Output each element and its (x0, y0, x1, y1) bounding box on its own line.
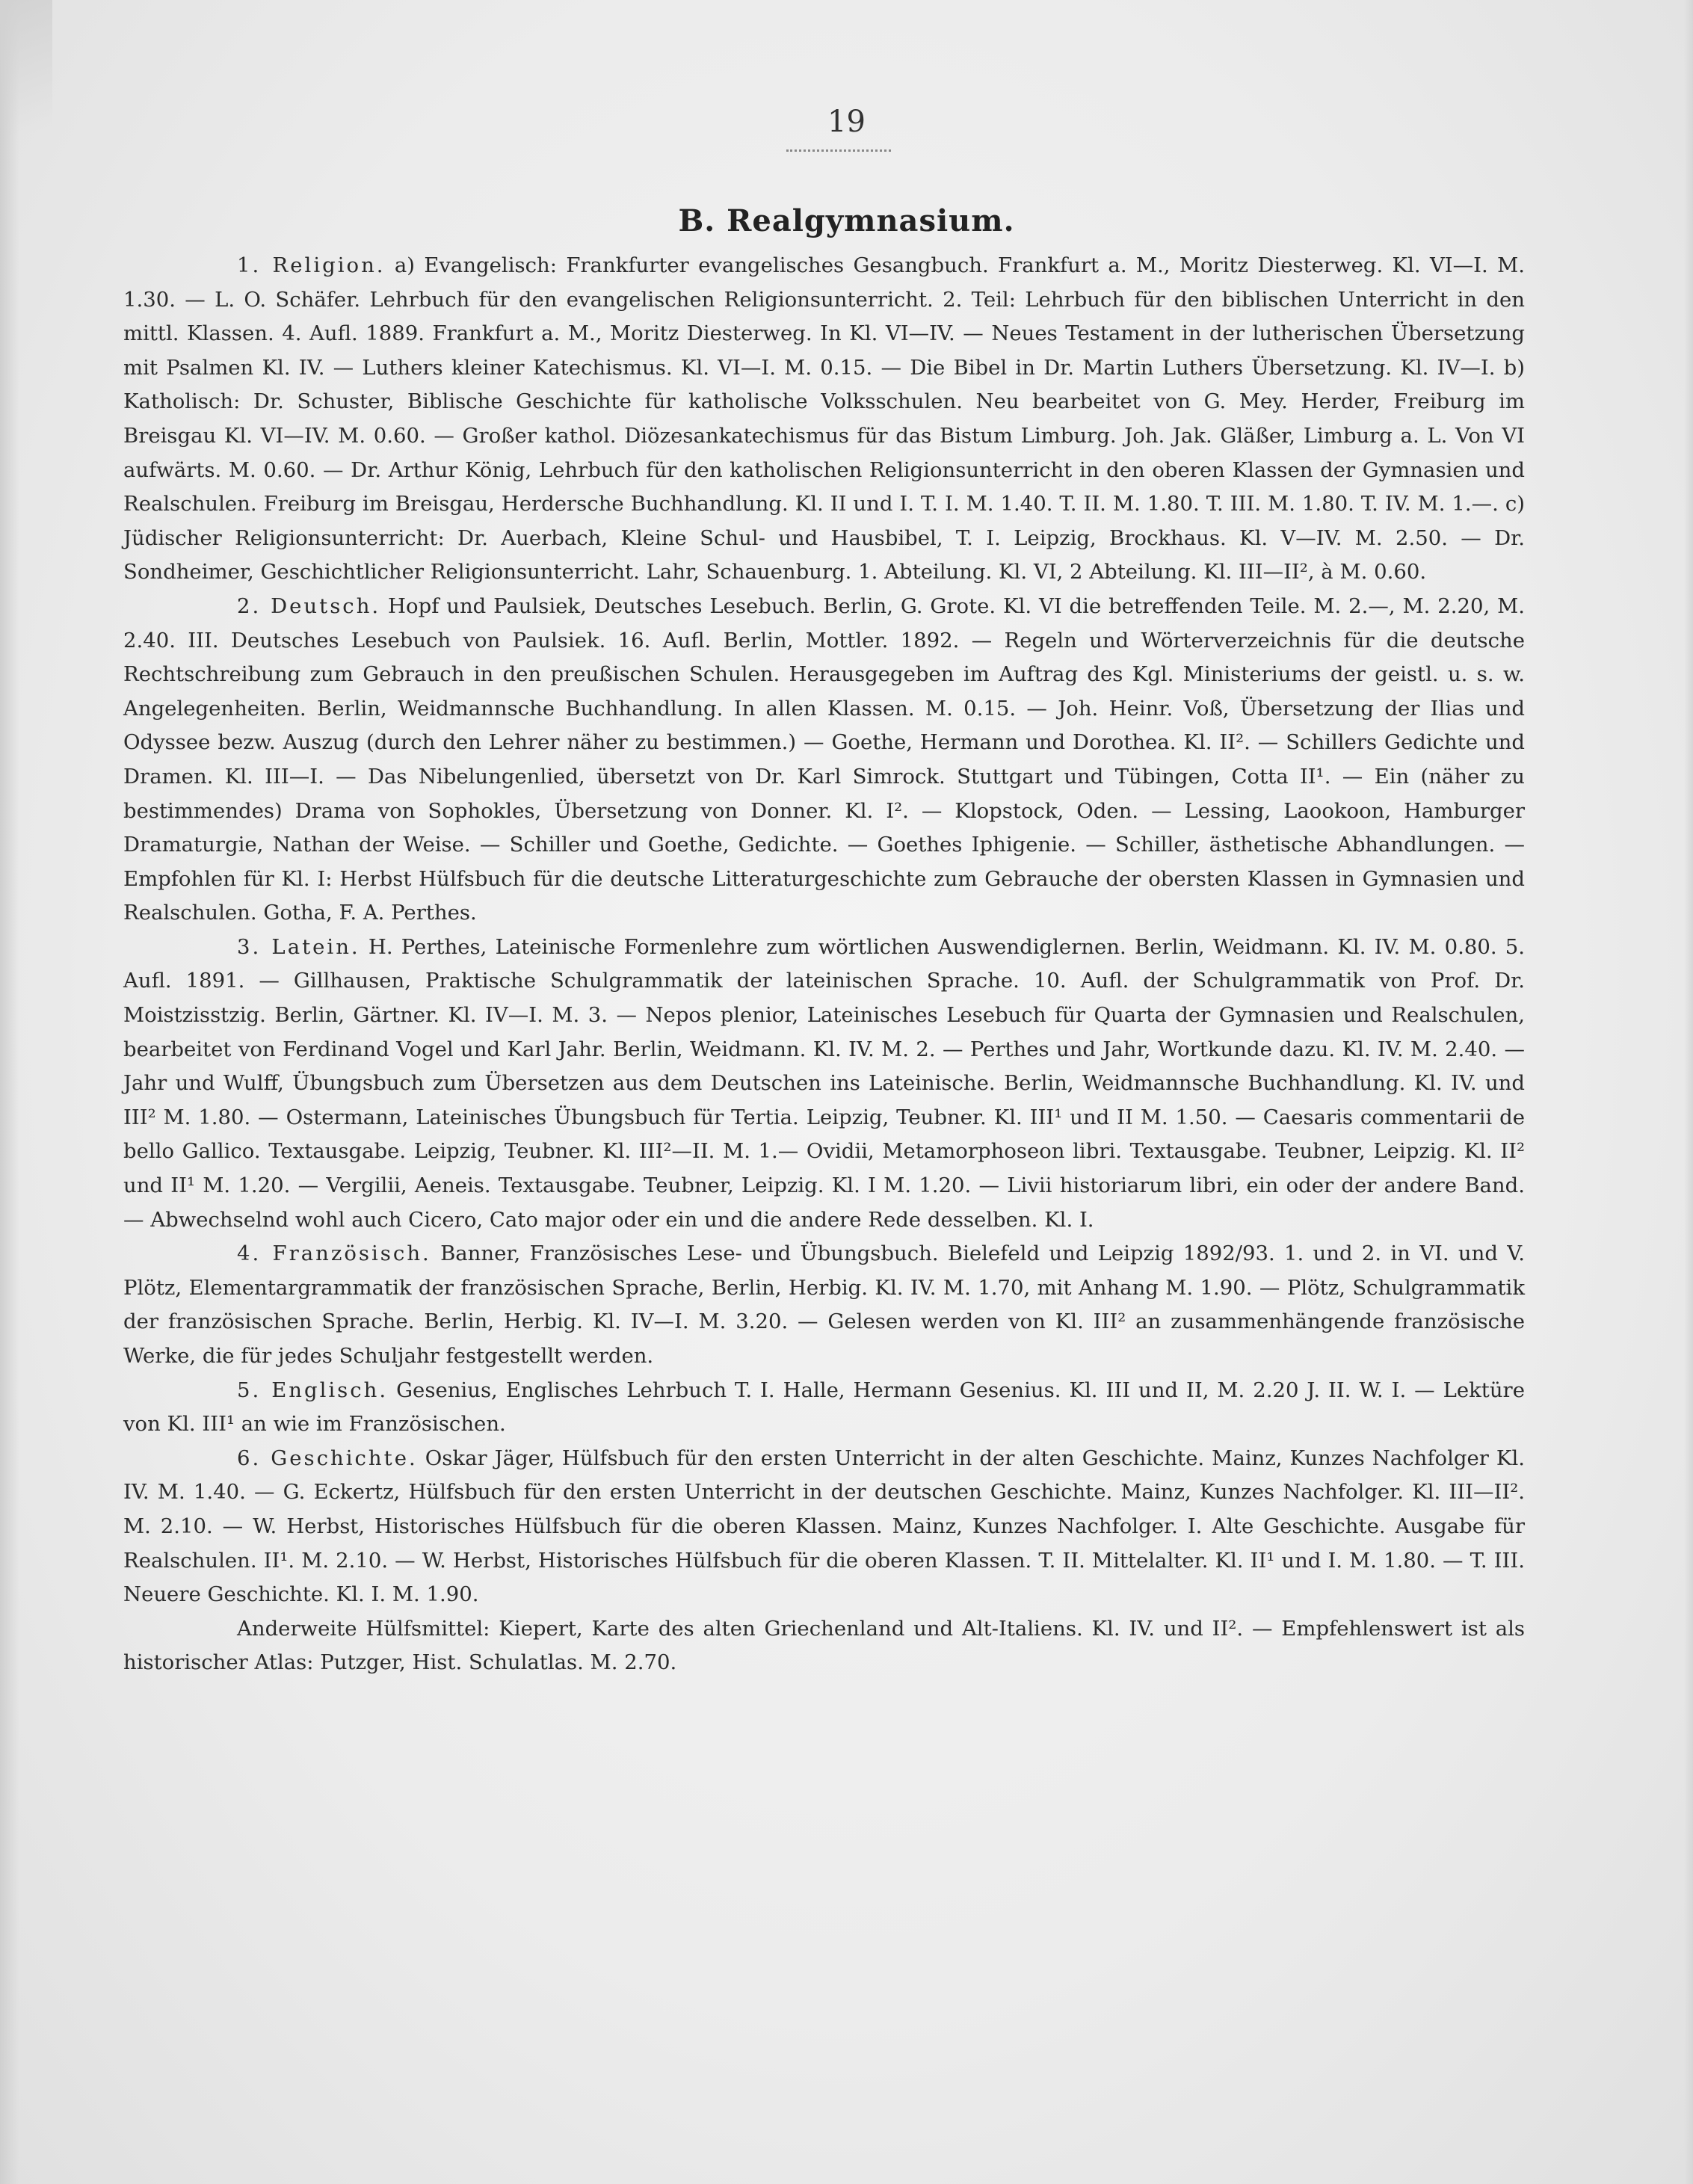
subject-label-franzoesisch: 4. Französisch. (237, 1241, 431, 1266)
body-text (123, 249, 1525, 1680)
paragraph-deutsch (123, 590, 1525, 931)
subject-label-religion: 1. Religion. (237, 253, 386, 277)
subject-label-englisch: 5. Englisch. (237, 1378, 389, 1402)
section-heading: B. Realgymnasium. (678, 203, 1015, 238)
paragraph-text-geschichte: Oskar Jäger, Hülfsbuch für den ersten Unterricht in der alten Geschichte. Mainz, Kunzes Nachfolger Kl. IV. M. 1.40. — G. Eckertz, Hülfsbuch für den ersten Unterricht in der deutschen Geschichte. Mainz, Kunzes Nachfolger. Kl. III—II². M. 2.10. — W. Herbst, Historisches Hülfsbuch für die oberen Klassen. Mainz, Kunzes Nachfolger. I. Alte Geschichte. Ausgabe für Realschulen. II¹. M. 2.10. — W. Herbst, Historisches Hülfsbuch für die oberen Klassen. T. II. Mittelalter. Kl. II¹ und I. M. 1.80. — T. III. Neuere Geschichte. Kl. I. M. 1.90. (123, 1446, 1525, 1607)
page-tear-corner (0, 0, 52, 187)
paragraph-hilfsmittel (123, 1612, 1525, 1680)
paragraph-text-latein: H. Perthes, Lateinische Formenlehre zum wörtlichen Auswendiglernen. Berlin, Weidmann. Kl. IV. M. 0.80. 5. Aufl. 1891. — Gillhausen, Praktische Schulgrammatik der lateinischen Sprache. 10. Aufl. der Schulgrammatik von Prof. Dr. Moistzisstzig. Berlin, Gärtner. Kl. IV—I. M. 3. — Nepos plenior, Lateinisches Lesebuch für Quarta der Gymnasien und Realschulen, bearbeitet von Ferdinand Vogel und Karl Jahr. Berlin, Weidmann. Kl. IV. M. 2. — Perthes und Jahr, Wortkunde dazu. Kl. IV. M. 2.40. — Jahr und Wulff, Übungsbuch zum Übersetzen aus dem Deutschen ins Lateinische. Berlin, Weidmannsche Buchhandlung. Kl. IV. und III² M. 1.80. — Ostermann, Lateinisches Übungsbuch für Tertia. Leipzig, Teubner. Kl. III¹ und II M. 1.50. — Caesaris commentarii de bello Gallico. Textausgabe. Leipzig, Teubner. Kl. III²—II. M. 1.— Ovidii, Metamorphoseon libri. Textausgabe. Teubner, Leipzig. Kl. II² und II¹ M. 1.20. — Vergilii, Aeneis. Textausgabe. Teubner, Leipzig. Kl. I M. 1.20. — Livii historiarum libri, ein oder der andere Band. — Abwechselnd wohl auch Cicero, Cato major oder ein und die andere Rede desselben. Kl. I. (123, 934, 1525, 1232)
paragraph-geschichte (123, 1442, 1525, 1612)
subject-label-latein: 3. Latein. (237, 934, 360, 959)
paragraph-text-deutsch: Hopf und Paulsiek, Deutsches Lesebuch. Berlin, G. Grote. Kl. VI die betreffenden Teile. M. 2.—, M. 2.20, M. 2.40. III. Deutsches Lesebuch von Paulsiek. 16. Aufl. Berlin, Mottler. 1892. — Regeln und Wörterverzeichnis für die deutsche Rechtschreibung zum Gebrauch in den preußischen Schulen. Herausgegeben im Auftrag des Kgl. Ministeriums der geistl. u. s. w. Angelegenheiten. Berlin, Weidmannsche Buchhandlung. In allen Klassen. M. 0.15. — Joh. Heinr. Voß, Übersetzung der Ilias und Odyssee bezw. Auszug (durch den Lehrer näher zu bestimmen.) — Goethe, Hermann und Dorothea. Kl. II². — Schillers Gedichte und Dramen. Kl. III—I. — Das Nibelungenlied, übersetzt von Dr. Karl Simrock. Stuttgart und Tübingen, Cotta II¹. — Ein (näher zu bestimmendes) Drama von Sophokles, Übersetzung von Donner. Kl. I². — Klopstock, Oden. — Lessing, Laookoon, Hamburger Dramaturgie, Nathan der Weise. — Schiller und Goethe, Gedichte. — Goethes Iphigenie. — Schiller, ästhetische Abhandlungen. — Empfohlen für Kl. I: Herbst Hülfsbuch für die deutsche Litteraturgeschichte zum Gebrauche der obersten Klassen in Gymnasien und Realschulen. Gotha, F. A. Perthes. (123, 593, 1526, 925)
paragraph-latein (123, 931, 1525, 1237)
page-edge-shadow-left (0, 0, 19, 2184)
subject-label-geschichte: 6. Geschichte. (237, 1446, 418, 1470)
paragraph-religion (123, 249, 1525, 590)
page-number: 19 (827, 105, 866, 139)
page-number-ornament (786, 144, 891, 152)
subject-label-deutsch: 2. Deutsch. (237, 593, 381, 618)
paragraph-franzoesisch (123, 1237, 1525, 1373)
paragraph-text-englisch: Gesenius, Englisches Lehrbuch T. I. Halle, Hermann Gesenius. Kl. III und II, M. 2.20 J. II. W. I. — Lektüre von Kl. III¹ an wie im Französischen. (123, 1378, 1525, 1437)
paragraph-englisch (123, 1374, 1525, 1442)
paragraph-text-religion: a) Evangelisch: Frankfurter evangelisches Gesangbuch. Frankfurt a. M., Moritz Diesterweg. Kl. VI—I. M. 1.30. — L. O. Schäfer. Lehrbuch für den evangelischen Religionsunterricht. 2. Teil: Lehrbuch für den biblischen Unterricht in den mittl. Klassen. 4. Aufl. 1889. Frankfurt a. M., Moritz Diesterweg. In Kl. VI—IV. — Neues Testament in der lutherischen Übersetzung mit Psalmen Kl. IV. — Luthers kleiner Katechismus. Kl. VI—I. M. 0.15. — Die Bibel in Dr. Martin Luthers Übersetzung. Kl. IV—I. b) Katholisch: Dr. Schuster, Biblische Geschichte für katholische Volksschulen. Neu bearbeitet von G. Mey. Herder, Freiburg im Breisgau Kl. VI—IV. M. 0.60. — Großer kathol. Diözesankatechismus für das Bistum Limburg. Joh. Jak. Gläßer, Limburg a. L. Von VI aufwärts. M. 0.60. — Dr. Arthur König, Lehrbuch für den katholischen Religionsunterricht in den oberen Klassen der Gymnasien und Realschulen. Freiburg im Breisgau, Herdersche Buchhandlung. Kl. II und I. T. I. M. 1.40. T. II. M. 1.80. T. III. M. 1.80. T. IV. M. 1.—. c) Jüdischer Religionsunterricht: Dr. Auerbach, Kleine Schul- und Hausbibel, T. I. Leipzig, Brockhaus. Kl. V—IV. M. 2.50. — Dr. Sondheimer, Geschichtlicher Religionsunterricht. Lahr, Schauenburg. 1. Abteilung. Kl. VI, 2 Abteilung. Kl. III—II², à M. 0.60. (123, 253, 1525, 584)
paragraph-text-franzoesisch: Banner, Französisches Lese- und Übungsbuch. Bielefeld und Leipzig 1892/93. 1. und 2. in VI. und V. Plötz, Elementargrammatik der französischen Sprache, Berlin, Herbig. Kl. IV. M. 1.70, mit Anhang M. 1.90. — Plötz, Schulgrammatik der französischen Sprache. Berlin, Herbig. Kl. IV—I. M. 3.20. — Gelesen werden von Kl. III² an zusammenhängende französische Werke, die für jedes Schuljahr festgestellt werden. (123, 1241, 1525, 1368)
paragraph-text-hilfsmittel: Anderweite Hülfsmittel: Kiepert, Karte des alten Griechenland und Alt-Italiens. Kl. IV. und II². — Empfehlenswert ist als historischer Atlas: Putzger, Hist. Schulatlas. M. 2.70. (123, 1616, 1525, 1675)
page-edge-shadow-right (1684, 0, 1693, 2184)
